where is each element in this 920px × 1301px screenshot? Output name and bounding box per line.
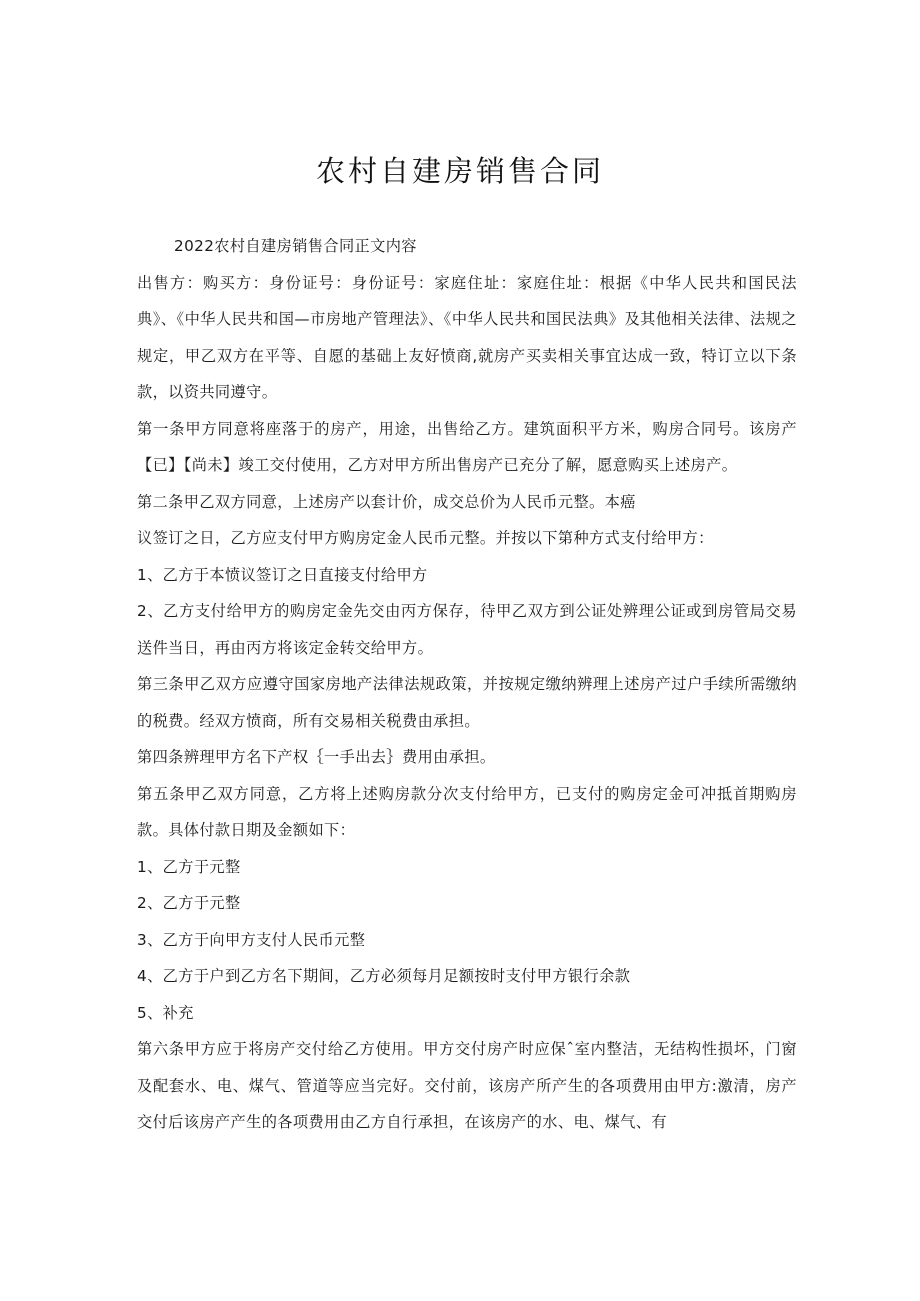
paragraph-payment-method-2: 2、乙方支付给甲方的购房定金先交由丙方保存，待甲乙双方到公证处辨理公证或到房管局交易送件当日，再由丙方将该定金转交给甲方。 [137,602,797,657]
document-title: 农村自建房销售合同 [315,154,604,188]
paragraph-article-2: 第二条甲乙双方同意，上述房产以套计价，成交总价为人民币元整。本癌 [137,492,636,511]
document-body [137,228,797,1141]
paragraph-article-3: 第三条甲乙双方应遵守国家房地产法律法规政策，并按规定缴纳辨理上述房产过户手续所需缴纳的税费。经双方愤商，所有交易相关税费由承担。 [137,675,797,730]
paragraph-subtitle: 2022农村自建房销售合同正文内容 [174,237,417,255]
paragraph-article-6: 第六条甲方应于将房产交付给乙方使用。甲方交付房产时应保ˆ室内整洁，无结构性损坏，门窗及配套水、电、煤气、管道等应当完好。交付前，该房产所产生的各项费用由甲方:激清，房产交付后该房产产生的各项费用由乙方自行承担，在该房产的水、电、煤气、有 [137,1040,797,1131]
paragraph-installment-4: 4、乙方于户到乙方名下期间，乙方必须每月足额按时支付甲方银行余款 [137,967,631,985]
paragraph-installment-2: 2、乙方于元整 [137,894,241,912]
paragraph-installment-3: 3、乙方于向甲方支付人民币元整 [137,930,366,949]
paragraph-payment-method-1: 1、乙方于本愤议签订之日直接支付给甲方 [137,565,428,584]
paragraph-article-2-continued: 议签订之日，乙方应支付甲方购房定金人民币元整。并按以下第种方式支付给甲方： [137,529,714,547]
paragraph-installment-5: 5、补充 [137,1003,194,1022]
paragraph-parties: 出售方：购买方：身份证号：身份证号：家庭住址：家庭住址：根据《中华人民共和国民法典》、《中华人民共和国—市房地产管理法》、《中华人民共和国民法典》及其他相关法律、法规之规定，甲乙双方在平等、自愿的基础上友好愤商,就房产买卖相关事宜达成一致，特订立以下条款，以资共同遵守。 [137,273,797,401]
paragraph-article-1: 第一条甲方同意将座落于的房产，用途，出售给乙方。建筑面积平方米，购房合同号。该房产【已】【尚未】竣工交付使用，乙方对甲方所出售房产已充分了解，愿意购买上述房产。 [137,419,797,474]
paragraph-article-4: 第四条辨理甲方名下产权｛一手出去｝费用由承担。 [137,748,496,766]
paragraph-article-5: 第五条甲乙双方同意，乙方将上述购房款分次支付给甲方，已支付的购房定金可冲抵首期购房款。具体付款日期及金额如下： [137,784,797,839]
paragraph-installment-1: 1、乙方于元整 [137,857,241,876]
